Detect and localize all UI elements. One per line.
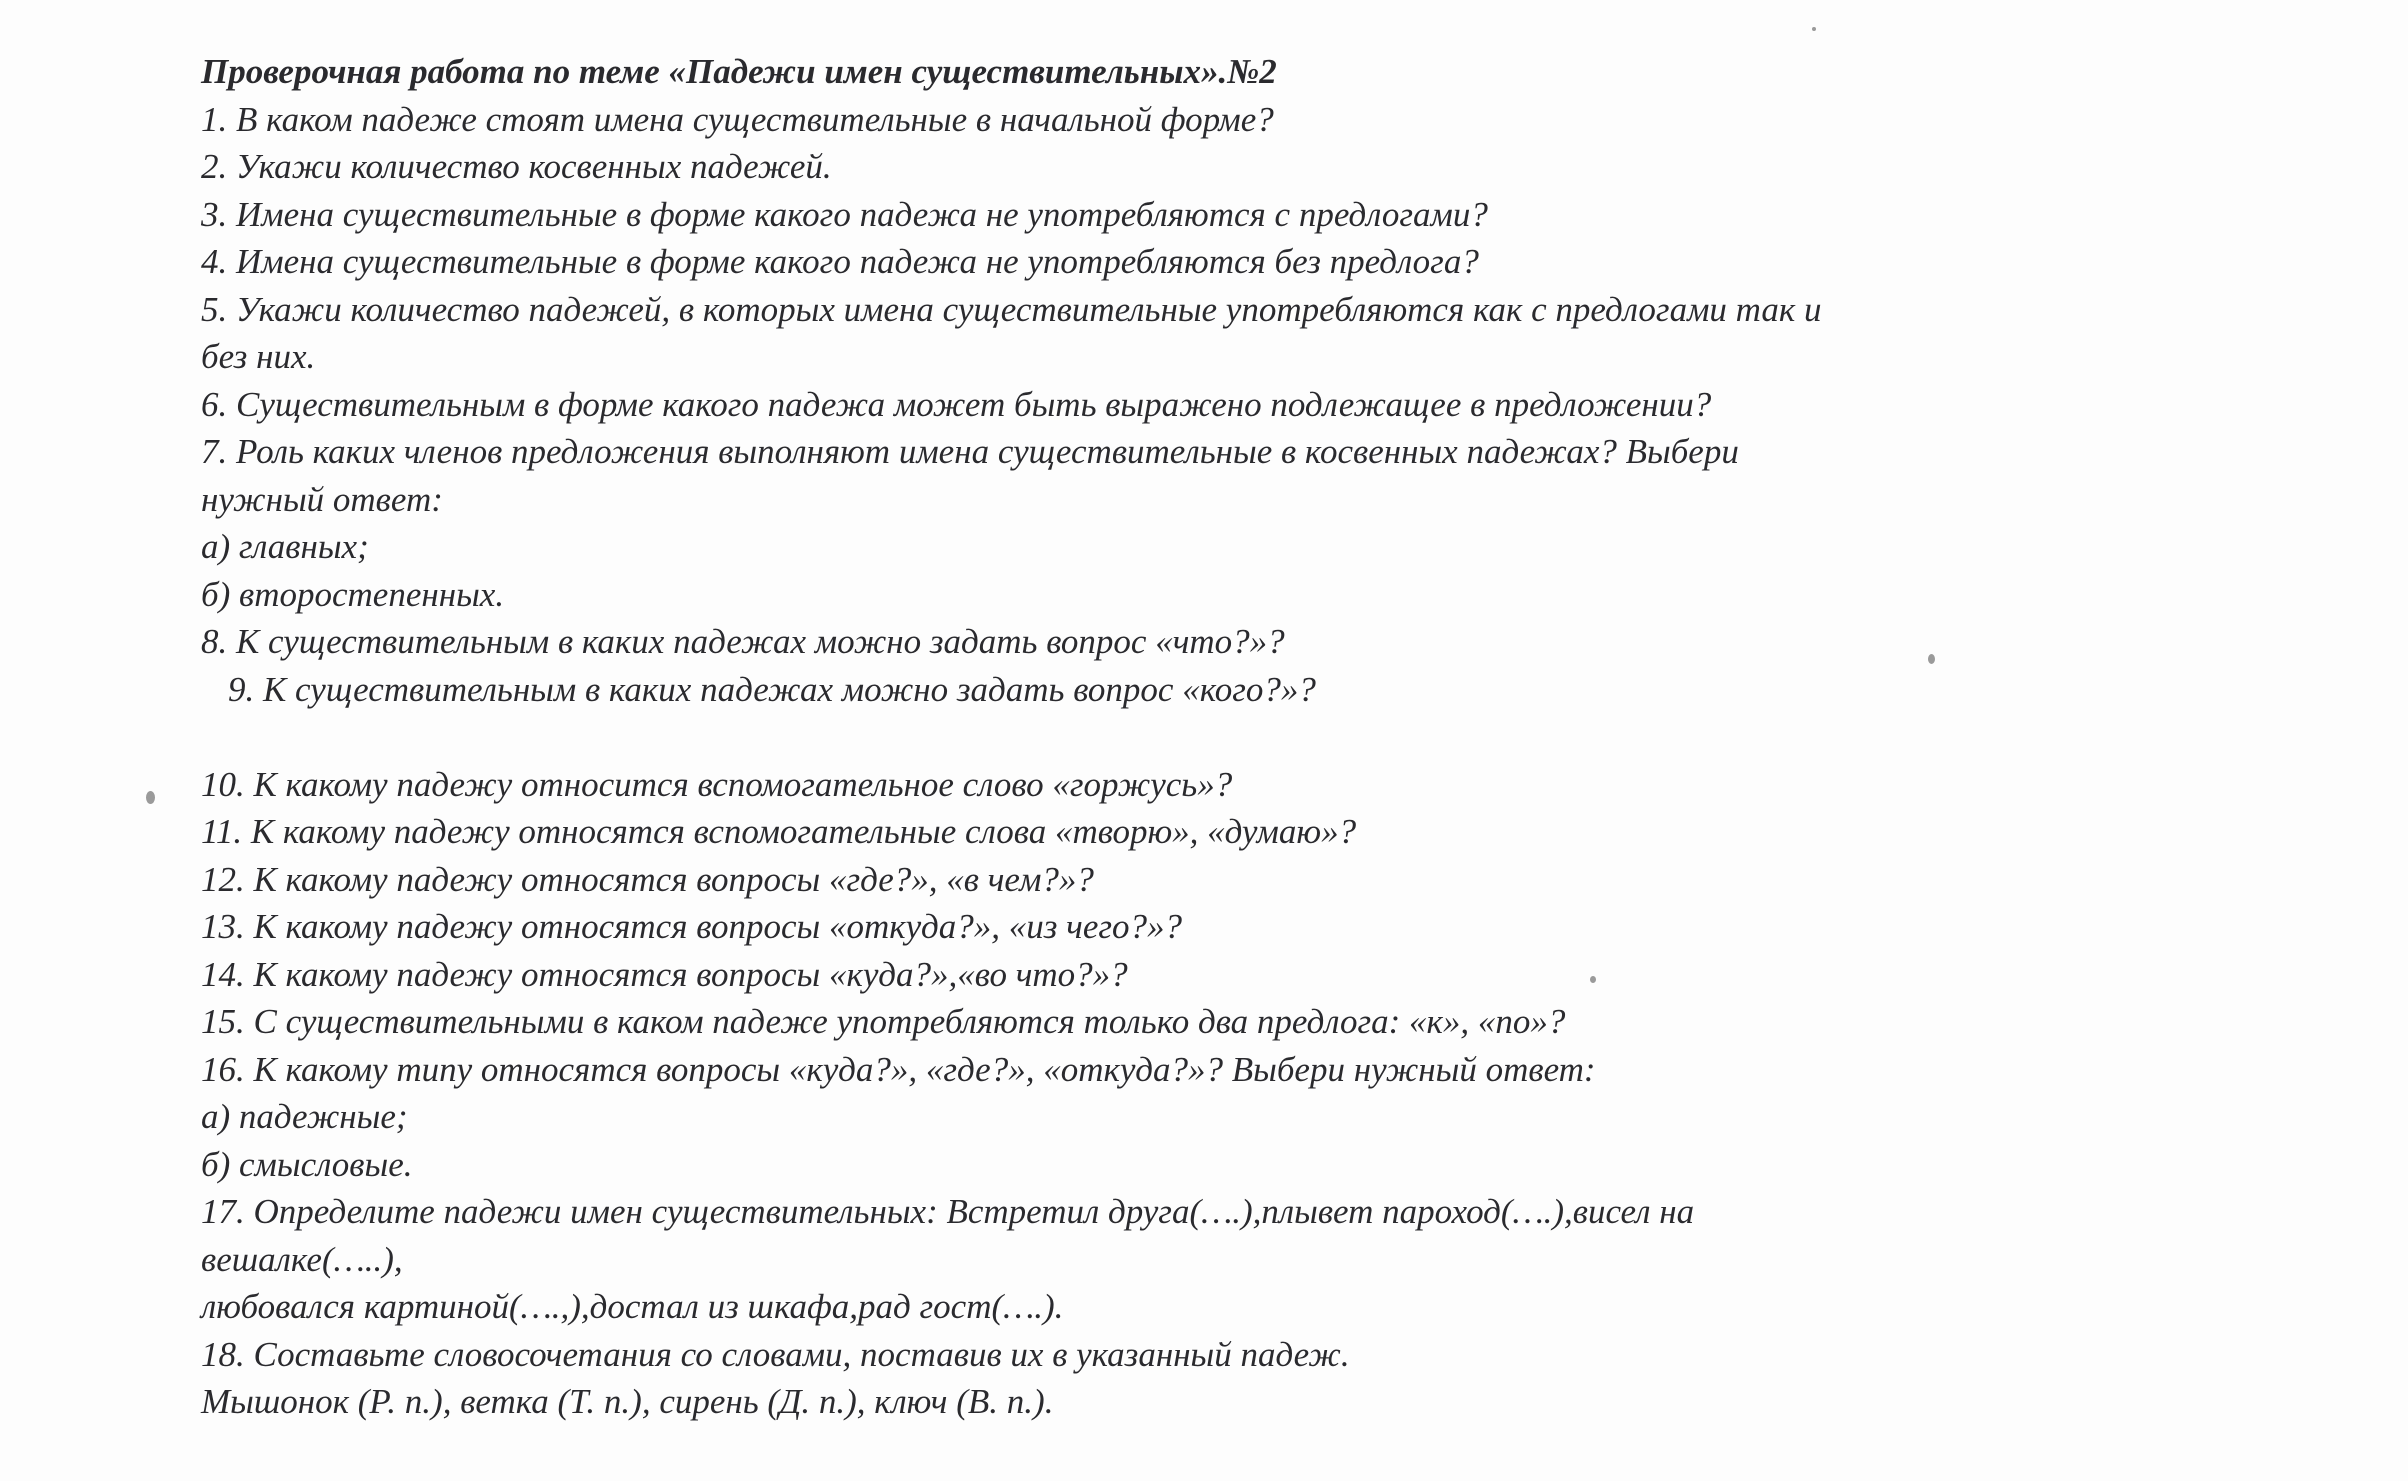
question-5-continued: без них. (201, 337, 316, 376)
question-5: 5. Укажи количество падежей, в которых имена существительные употребляются как с предлогами так и (201, 289, 1822, 329)
question-10: 10. К какому падежу относится вспомогательное слово «горжусь»? (201, 764, 1233, 804)
question-14: 14. К какому падежу относятся вопросы «куда?»,«во что?»? (201, 954, 1128, 994)
question-11: 11. К какому падежу относятся вспомогательные слова «творю», «думаю»? (201, 812, 1357, 851)
scan-speck (146, 791, 155, 804)
question-18-words: Мышонок (Р. п.), ветка (Т. п.), сирень (Д. п.), ключ (В. п.). (201, 1382, 1054, 1421)
question-12: 12. К какому падежу относятся вопросы «где?», «в чем?»? (201, 859, 1094, 899)
answer-option-a: а) падежные; (201, 1097, 408, 1136)
question-15: 15. С существительными в каком падеже употребляются только два предлога: «к», «по»? (201, 1002, 1566, 1041)
scan-speck (1812, 27, 1816, 31)
question-1: 1. В каком падеже стоят имена существительные в начальной форме? (201, 99, 1274, 139)
question-17: 17. Определите падежи имен существительных: Встретил друга(….),плывет пароход(….),висел на (201, 1192, 1695, 1231)
question-4: 4. Имена существительные в форме какого падежа не употребляются без предлога? (201, 242, 1479, 281)
question-7-continued: нужный ответ: (201, 479, 443, 519)
question-18: 18. Составьте словосочетания со словами, поставив их в указанный падеж. (201, 1334, 1350, 1374)
answer-option-a: а) главных; (201, 527, 369, 566)
question-6: 6. Существительным в форме какого падежа может быть выражено подлежащее в предложении? (201, 384, 1712, 424)
question-8: 8. К существительным в каких падежах можно задать вопрос «что?»? (201, 622, 1285, 661)
question-16: 16. К какому типу относятся вопросы «куда?», «где?», «откуда?»? Выбери нужный ответ: (201, 1049, 1596, 1089)
question-13: 13. К какому падежу относятся вопросы «откуда?», «из чего?»? (201, 907, 1183, 946)
answer-option-b: б) смысловые. (201, 1144, 413, 1184)
answer-option-b: б) второстепенных. (201, 574, 505, 614)
question-9: 9. К существительным в каких падежах можно задать вопрос «кого?»? (228, 669, 1316, 709)
question-17-continued: вешалке(…..), (201, 1239, 403, 1279)
question-7: 7. Роль каких членов предложения выполняют имена существительные в косвенных падежах? Выбери (201, 432, 1739, 471)
question-3: 3. Имена существительные в форме какого падежа не употребляются с предлогами? (201, 194, 1488, 234)
question-2: 2. Укажи количество косвенных падежей. (201, 147, 832, 186)
worksheet-title: Проверочная работа по теме «Падежи имен существительных».№2 (201, 52, 1277, 91)
question-17-continued: любовался картиной(….,),достал из шкафа,рад гост(….). (201, 1287, 1064, 1326)
worksheet-text (201, 48, 2201, 1426)
blank-line (201, 713, 2201, 761)
